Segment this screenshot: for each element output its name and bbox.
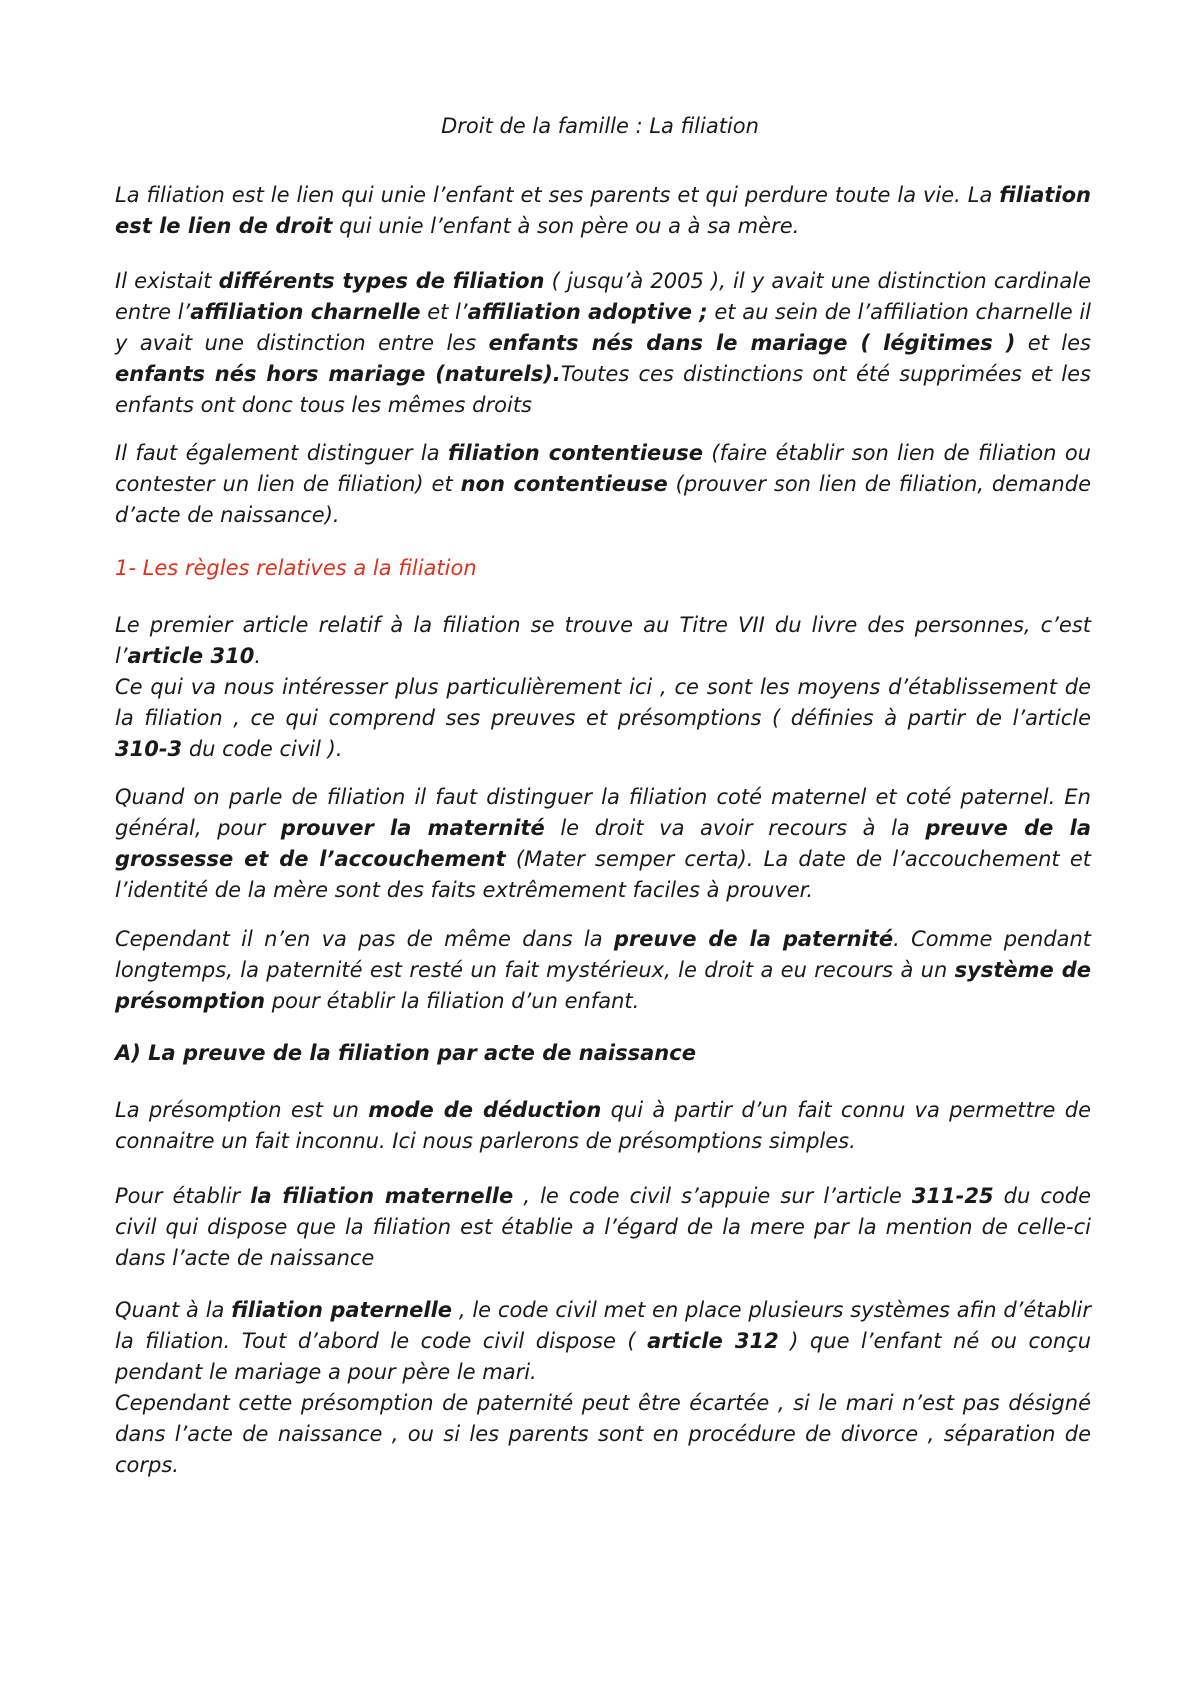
paragraph-filiation-maternelle: Pour établir la filiation maternelle , le code civil s’appuie sur l’article 311-25 du code civil qui dispose que la filiation est établie a l’égard de la mere par la mention de celle-ci dans l’acte de naissance: [115, 1184, 1092, 1270]
section-heading-1: 1- Les règles relatives a la filiation: [115, 556, 477, 580]
paragraph-paternite: Cependant il n’en va pas de même dans la preuve de la paternité. Comme pendant longtemps, la paternité est resté un fait mystérieux, le droit a eu recours à un système de présomption pour établir la filiation d’un enfant.: [115, 927, 1091, 1013]
paragraph-types: Il existait différents types de filiation ( jusqu’à 2005 ), il y avait une distinction cardinale entre l’affiliation charnelle et l’affiliation adoptive ; et au sein de l’affiliation charnelle il y avait une distinction entre les enfants nés dans le mariage ( légitimes ) et les enfants nés hors mariage (naturels).Toutes ces distinctions ont été supprimées et les enfants ont donc tous les mêmes droits: [115, 269, 1092, 417]
paragraph-maternite: Quand on parle de filiation il faut distinguer la filiation coté maternel et coté paternel. En général, pour prouver la maternité le droit va avoir recours à la preuve de la grossesse et de l’accouchement (Mater semper certa). La date de l’accouchement et l’identité de la mère sont des faits extrêmement faciles à prouver.: [115, 785, 1091, 902]
paragraph-article-310: Le premier article relatif à la filiation se trouve au Titre VII du livre des personnes, c’est l’article 310. Ce qui va nous intéresser plus particulièrement ici , ce sont les moyens d’établissement de la filiation , ce qui comprend ses preuves et présomptions ( définies à partir de l’article 310-3 du code civil ).: [115, 613, 1091, 761]
page-title: Droit de la famille : La filiation: [441, 114, 759, 138]
paragraph-filiation-paternelle: Quant à la filiation paternelle , le code civil met en place plusieurs systèmes afin d’établir la filiation. Tout d’abord le code civil dispose ( article 312 ) que l’enfant né ou conçu pendant le mariage a pour père le mari. Cependant cette présomption de paternité peut être écartée , si le mari n’est pas désigné dans l’acte de naissance , ou si les parents sont en procédure de divorce , séparation de corps.: [115, 1298, 1091, 1477]
paragraph-contentieuse: Il faut également distinguer la filiation contentieuse (faire établir son lien de filiation ou contester un lien de filiation) et non contentieuse (prouver son lien de filiation, demande d’acte de naissance).: [115, 441, 1091, 527]
paragraph-definition: La filiation est le lien qui unie l’enfant et ses parents et qui perdure toute la vie. La filiation est le lien de droit qui unie l’enfant à son père ou a à sa mère.: [115, 183, 1091, 238]
section-heading-a: A) La preuve de la filiation par acte de naissance: [115, 1041, 696, 1065]
paragraph-presomption: La présomption est un mode de déduction qui à partir d’un fait connu va permettre de connaitre un fait inconnu. Ici nous parlerons de présomptions simples.: [115, 1098, 1091, 1153]
